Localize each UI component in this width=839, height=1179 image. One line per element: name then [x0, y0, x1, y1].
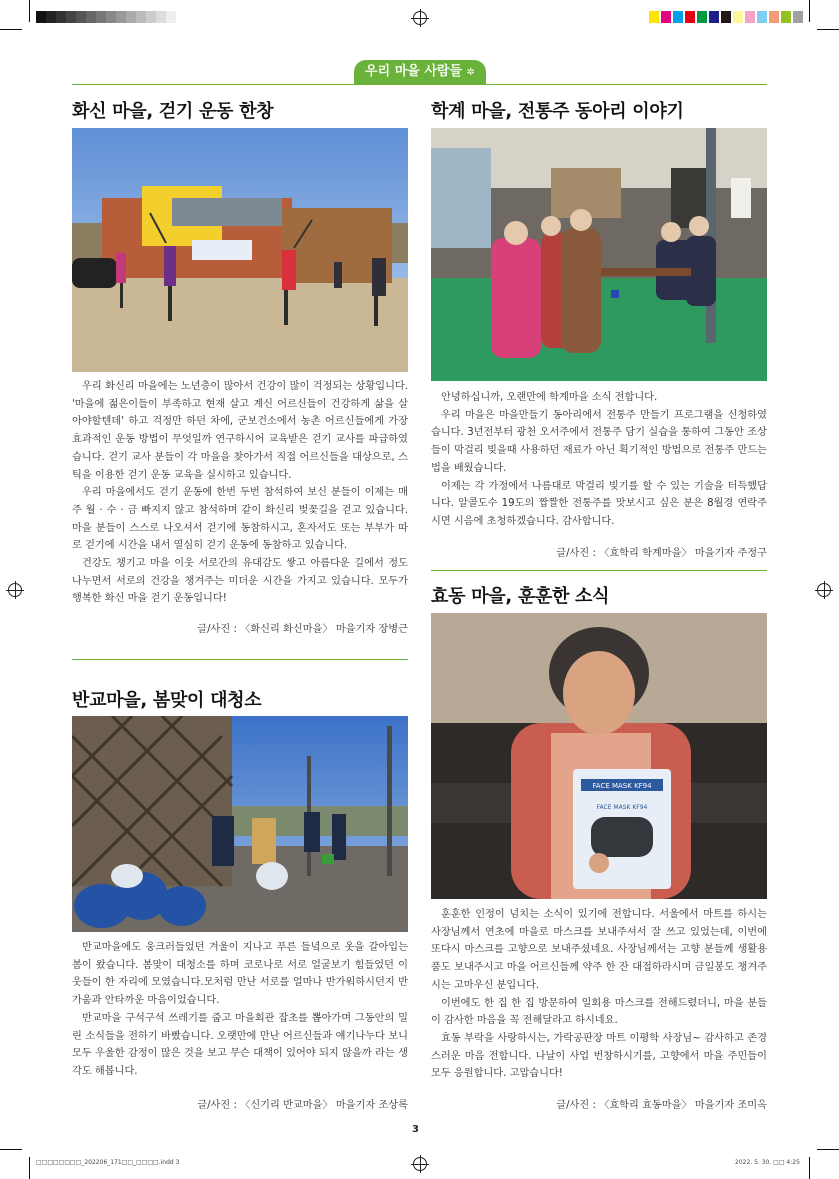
file-slug: □□□□□□□□_202206_171□□_□□□□.indd 3	[36, 1159, 180, 1166]
registration-mark-top	[413, 11, 427, 25]
paragraph: 반교마을 구석구석 쓰레기를 줍고 마을회관 잡초를 뽑아가며 그동안의 밀린 소식들을 전하기 바빴습니다. 오랫만에 만난 어르신들과 얘기나누다 보니 모두 우울한 감정이 많은 것을 보고 무슨 대책이 있어야 되지 않을까 라는 생각도 해봅니다.	[72, 1012, 408, 1077]
paragraph: 이제는 각 가정에서 나름대로 막걸리 빚기를 할 수 있는 기술을 터득했답니다. 알콜도수 19도의 짭짤한 전통주를 맛보시고 싶은 분은 8월경 연락주시면 시음에 초청하겠습니다. 감사합니다.	[431, 480, 767, 527]
print-timestamp: 2022. 5. 30. □□ 4:25	[735, 1159, 800, 1166]
paragraph: 건강도 챙기고 마을 이웃 서로간의 유대감도 쌓고 아름다운 길에서 정도 나누면서 서로의 건강을 챙겨주는 미더운 시간을 가지고 있습니다. 모두가 행복한 화신 마을 걷기 운동입니다!	[72, 558, 408, 605]
divider-right	[431, 570, 767, 571]
sparkle-icon: ✲	[466, 67, 475, 78]
paragraph: 안녕하십니까, 오랜만에 학계마을 소식 전합니다.	[441, 392, 658, 403]
article-title-hwasin: 화신 마을, 걷기 운동 한창	[72, 101, 274, 122]
paragraph: 우리 화신리 마을에는 노년층이 많아서 건강이 많이 걱정되는 상황입니다. '마을에 젊은이들이 부족하고 현재 살고 계신 어르신들이 건강하게 삶을 살아야할텐데' 하고 걱정만 하던 차에, 군보건소에서 농촌 어르신들에게 가장 효과적인 운동 방법이 무엇일까 연구하시어 교육받은 걷기 교사를 파급하였습니다. 걷기 교사 분들이 각 마을을 찾아가서 직접 어르신들을 대상으로, 스틱을 이용한 걷기 운동 교육을 실시하고 있습니다.	[72, 381, 408, 481]
photo-traditional-liquor-club	[431, 128, 767, 381]
photo-spring-cleaning	[72, 716, 408, 932]
paragraph: 효동 부락을 사랑하시는, 가락공판장 마트 이평학 사장님~ 감사하고 존경스러운 마음 전합니다. 나날이 사업 번창하시기를, 고향에서 마을 주민들이 모두 응원합니다. 고맙습니다!	[431, 1032, 767, 1080]
photo-walking-exercise	[72, 128, 408, 372]
page-number: 3	[412, 1124, 419, 1135]
article-body-hakgye	[431, 389, 767, 531]
byline-bangyo: 글/사진 : 〈신기리 반교마을〉 마을기자 조상록	[197, 1100, 408, 1111]
article-title-hyodong: 효동 마을, 훈훈한 소식	[431, 586, 610, 607]
photo-mask-gift	[431, 613, 767, 899]
registration-mark-right	[817, 583, 831, 597]
byline-hwasin: 글/사진 : 〈화신리 화신마을〉 마을기자 장병근	[197, 624, 408, 635]
paragraph: 훈훈한 인정이 넘치는 소식이 있기에 전합니다. 서울에서 마트를 하시는 사장님께서 연초에 마을로 마스크를 보내주셔서 잘 쓰고 있었는데, 이번에 또다시 마스크를 고향으로 보내주셨네요. 사장님께서는 고향 분들께 생활용품도 보내주시고 마을 어르신들께 약주 한 잔 대접하라시며 금일봉도 챙겨주시는 고마우신 분입니다.	[431, 909, 767, 991]
article-body-hyodong	[431, 906, 767, 1083]
divider-left	[72, 659, 408, 660]
registration-mark-bottom	[413, 1157, 427, 1171]
mask-box-label: FACE MASK KF94	[592, 782, 652, 790]
article-body-bangyo	[72, 939, 408, 1081]
byline-hakgye: 글/사진 : 〈효학리 학계마을〉 마을기자 주정구	[556, 548, 767, 559]
article-body-hwasin	[72, 378, 408, 608]
article-title-bangyo: 반교마을, 봄맞이 대청소	[72, 690, 262, 711]
header-rule	[72, 84, 767, 85]
paragraph: 우리 마을에서도 걷기 운동에 한번 두번 참석하여 보신 분들이 이제는 매주 월 · 수 · 금 빠지지 않고 참석하며 같이 화신리 벚꽃길을 걷고 있습니다. 마을 분들이 스스로 나오셔서 걷기에 동참하시고, 혼자서도 또는 부부가 따로 걷기에 시간을 내서 열심히 걷기 운동에 동참하고 있습니다.	[72, 487, 408, 552]
section-tab	[354, 60, 486, 84]
paragraph: 우리 마을은 마을만들기 동아리에서 전통주 만들기 프로그램을 신청하였습니다. 3년전부터 광천 오서주에서 전통주 담기 실습을 통하여 그동안 조상들이 막걸리 빚을때 사용하던 재료가 아닌 획기적인 방법으로 전통주 만드는 법을 배웠습니다.	[431, 409, 767, 474]
paragraph: 반교마을에도 웅크러들었던 겨울이 지나고 푸른 들녘으로 옷을 갈아입는 봄이 왔습니다. 봄맞이 대청소를 하며 코로나로 서로 얼굴보기 힘들었던 이웃들이 한 자리에 모였습니다.모처럼 만난 서로를 얼마나 반가워하시던지 반가움과 안타까운 마음이었습니다.	[72, 942, 408, 1007]
section-tab-label: 우리 마을 사람들	[365, 64, 463, 79]
mask-box-label-small: FACE MASK KF94	[596, 804, 648, 811]
registration-mark-left	[8, 583, 22, 597]
byline-hyodong: 글/사진 : 〈효학리 효동마을〉 마을기자 조미옥	[556, 1100, 767, 1111]
paragraph: 이번에도 한 집 한 집 방문하여 일회용 마스크를 전해드렸더니, 마을 분들이 감사한 마음을 꼭 전해달라고 하시네요.	[431, 997, 767, 1027]
article-title-hakgye: 학계 마을, 전통주 동아리 이야기	[431, 101, 684, 122]
